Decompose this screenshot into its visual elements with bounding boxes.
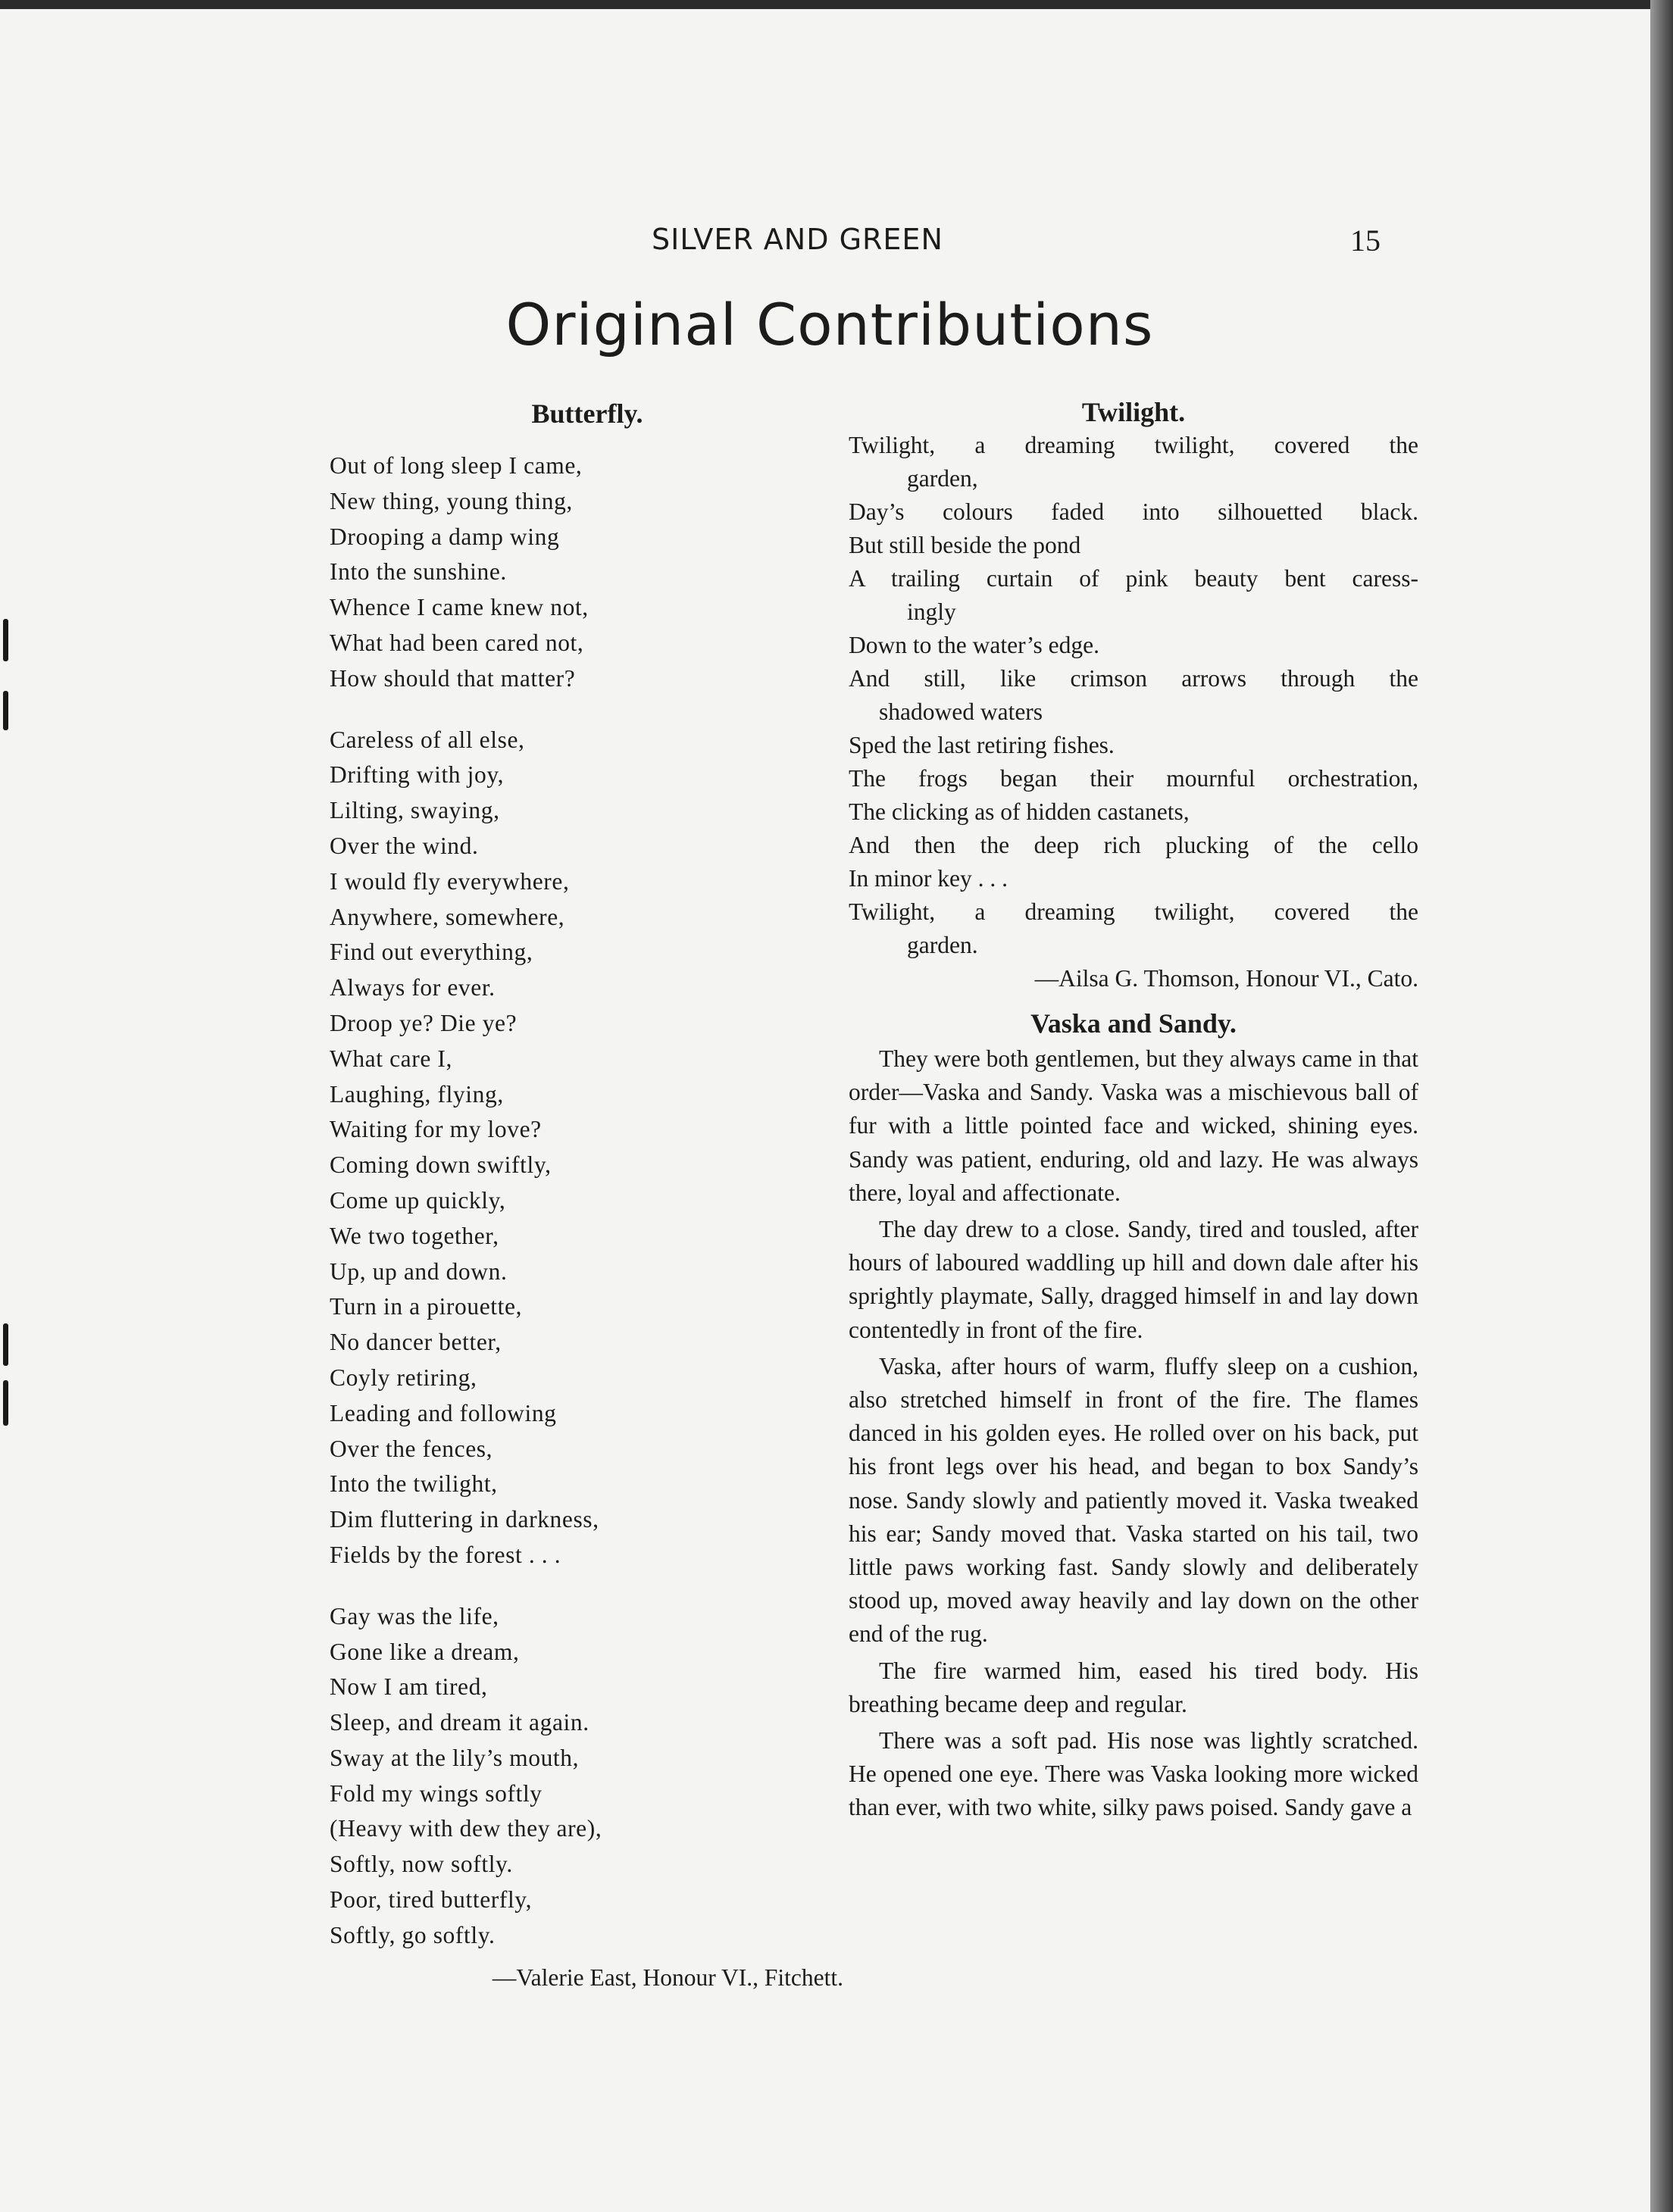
page-number: 15: [1350, 223, 1381, 258]
running-title: SILVER AND GREEN: [652, 223, 943, 256]
poem-line: And still, like crimson arrows through the: [849, 665, 1418, 692]
poem-line: I would fly everywhere,: [330, 867, 570, 895]
story-paragraph: They were both gentlemen, but they always came in that order—Vaska and Sandy. Vaska was a mischievous ball of fur with a little pointed face and wicked, shining eyes. Sandy was patient, enduring, old and lazy. He was always there, loyal and affectionate.: [849, 1045, 1419, 1206]
poem-title: Butterfly.: [531, 398, 643, 429]
poem-line: garden.: [907, 932, 978, 958]
poem-line: Lilting, swaying,: [330, 797, 500, 824]
poem-attribution: —Ailsa G. Thomson, Honour VI., Cato.: [1034, 965, 1418, 992]
poem-line: shadowed waters: [879, 698, 1043, 725]
poem-line: ingly: [907, 598, 956, 625]
poem-line: Into the twilight,: [330, 1470, 498, 1498]
poem-line: But still beside the pond: [849, 532, 1081, 558]
poem-line: Softly, go softly.: [330, 1921, 496, 1948]
poem-line: Drooping a damp wing: [330, 523, 560, 550]
poem-line: Sped the last retiring fishes.: [849, 732, 1115, 758]
poem-line: Up, up and down.: [330, 1258, 508, 1285]
binding-mark: [3, 619, 8, 661]
poem-line: Come up quickly,: [330, 1186, 506, 1214]
section-title: Original Contributions: [505, 291, 1154, 358]
poem-line: Droop ye? Die ye?: [330, 1009, 518, 1036]
poem-line: And then the deep rich plucking of the cello: [849, 832, 1418, 858]
poem-body: [330, 448, 845, 1954]
poem-line: Laughing, flying,: [330, 1080, 504, 1108]
right-column: [849, 395, 1418, 1825]
poem-line: Twilight, a dreaming twilight, covered the: [849, 898, 1418, 925]
poem-line: Turn in a pirouette,: [330, 1293, 523, 1320]
poem-attribution: —Valerie East, Honour VI., Fitchett.: [492, 1964, 843, 1991]
story-paragraph: The day drew to a close. Sandy, tired and tousled, after hours of laboured waddling up hill and down dale after his sprightly playmate, Sally, dragged himself in and lay down contentedly in front of the fire.: [849, 1216, 1418, 1343]
story-paragraph: There was a soft pad. His nose was lightly scratched. He opened one eye. There was Vaska looking more wicked than ever, with two white, silky paws poised. Sandy gave a: [849, 1727, 1418, 1821]
poem-line: The clicking as of hidden castanets,: [849, 798, 1190, 825]
poem-body: [849, 429, 1418, 962]
poem-line: A trailing curtain of pink beauty bent caress-: [849, 565, 1418, 592]
poem-line: No dancer better,: [330, 1329, 502, 1356]
poem-line: Whence I came knew not,: [330, 594, 589, 621]
story-paragraph: Vaska, after hours of warm, fluffy sleep on a cushion, also stretched himself in front of the fire. The flames danced in his golden eyes. He rolled over on his back, put his front legs over his head, and began to box Sandy’s nose. Sandy slowly and patiently moved it. Vaska tweaked his ear; Sandy moved that. Vaska started on his tail, two little paws working fast. Sandy slowly and deliberately stood up, moved away heavily and lay down on the other end of the rug.: [849, 1352, 1418, 1648]
poem-line: Day’s colours faded into silhouetted black.: [849, 498, 1418, 525]
story-title: Vaska and Sandy.: [1030, 1008, 1237, 1039]
poem-line: We two together,: [330, 1222, 499, 1249]
poem-line: Waiting for my love?: [330, 1116, 542, 1143]
poem-line: Fold my wings softly: [330, 1779, 543, 1807]
poem-line: Down to the water’s edge.: [849, 632, 1099, 658]
poem-line: Coyly retiring,: [330, 1364, 477, 1391]
poem-line: Poor, tired butterfly,: [330, 1886, 533, 1914]
poem-line: What had been cared not,: [330, 629, 584, 656]
poem-line: Over the wind.: [330, 832, 479, 859]
twilight-poem: [849, 395, 1418, 995]
poem-line: Find out everything,: [330, 939, 533, 966]
poem-line: garden,: [907, 465, 978, 492]
poem-line: Now I am tired,: [330, 1673, 488, 1701]
poem-line: Sway at the lily’s mouth,: [330, 1744, 580, 1771]
butterfly-poem: [330, 395, 845, 1995]
poem-line: Dim fluttering in darkness,: [330, 1506, 599, 1533]
poem-line: Into the sunshine.: [330, 558, 507, 586]
binding-mark: [3, 691, 8, 730]
binding-mark: [3, 1380, 8, 1426]
poem-line: Sleep, and dream it again.: [330, 1709, 589, 1736]
poem-line: In minor key . . .: [849, 865, 1008, 892]
poem-line: What care I,: [330, 1045, 452, 1072]
poem-line: Leading and following: [330, 1399, 557, 1426]
page-header: [0, 223, 1650, 268]
story-body: [849, 1042, 1418, 1825]
poem-line: Coming down swiftly,: [330, 1151, 552, 1179]
poem-line: Softly, now softly.: [330, 1851, 513, 1878]
poem-line: Anywhere, somewhere,: [330, 903, 565, 930]
poem-line: Twilight, a dreaming twilight, covered the: [849, 432, 1418, 458]
poem-line: Always for ever.: [330, 974, 496, 1001]
binding-mark: [3, 1323, 8, 1366]
magazine-page: [0, 9, 1650, 2212]
poem-line: Drifting with joy,: [330, 761, 505, 789]
poem-line: Gone like a dream,: [330, 1638, 520, 1665]
poem-line: Out of long sleep I came,: [330, 452, 583, 479]
poem-line: Over the fences,: [330, 1435, 493, 1462]
poem-line: The frogs began their mournful orchestration,: [849, 765, 1418, 792]
poem-line: Careless of all else,: [330, 726, 525, 753]
story-paragraph: The fire warmed him, eased his tired body. His breathing became deep and regular.: [849, 1657, 1418, 1717]
poem-title: Twilight.: [1081, 397, 1186, 427]
poem-line: Gay was the life,: [330, 1602, 499, 1629]
poem-line: (Heavy with dew they are),: [330, 1815, 602, 1842]
poem-line: Fields by the forest . . .: [330, 1541, 561, 1568]
poem-line: New thing, young thing,: [330, 487, 573, 514]
poem-line: How should that matter?: [330, 664, 576, 692]
page-edge: [1650, 0, 1673, 2212]
